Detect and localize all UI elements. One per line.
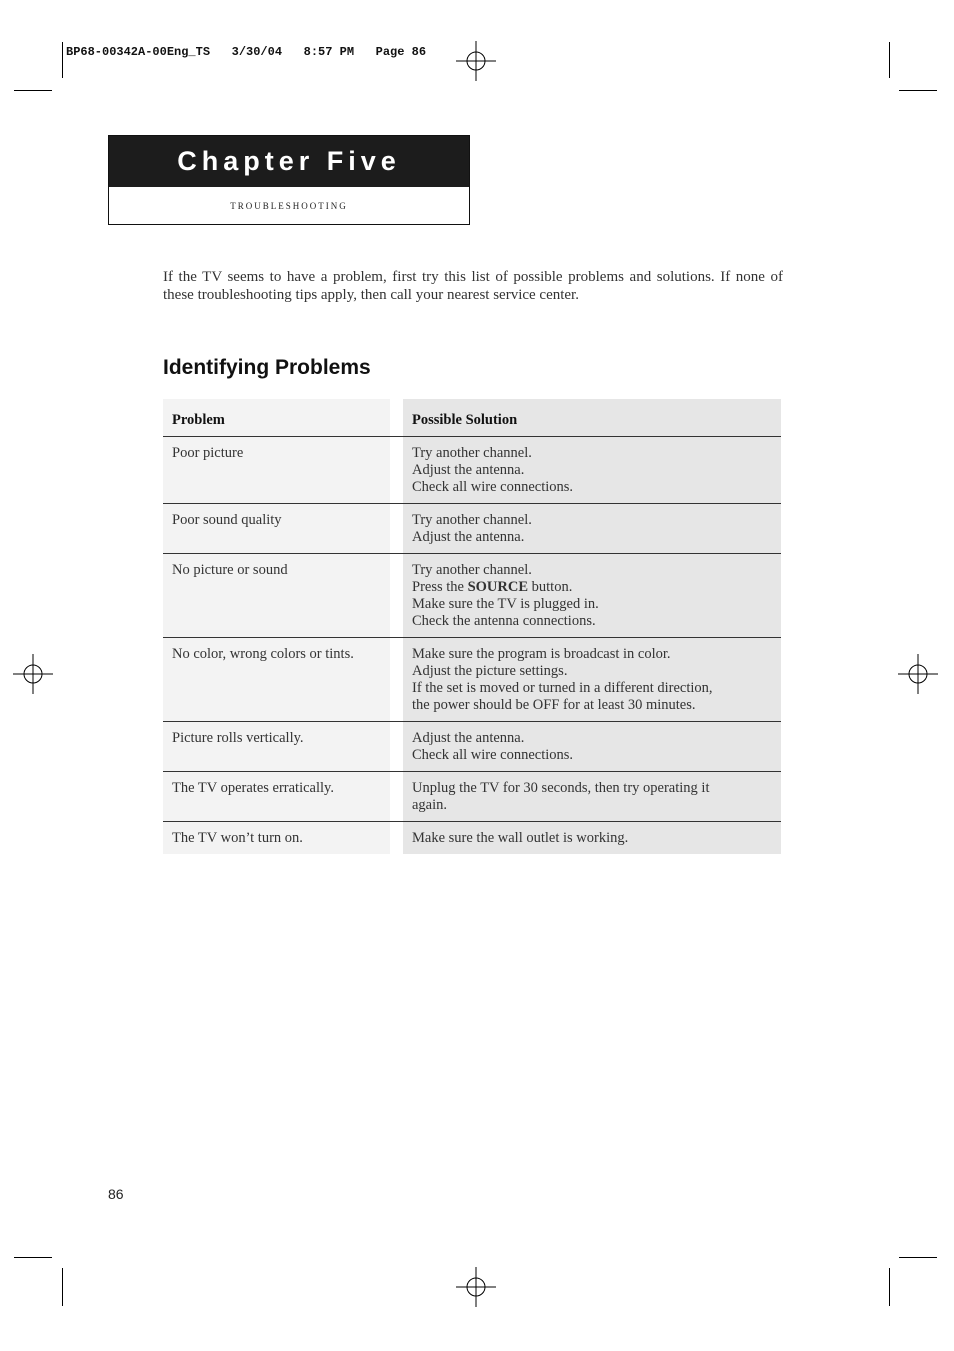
table-row [163, 554, 781, 638]
solution-cell [403, 437, 781, 503]
problem-cell: Picture rolls vertically. [163, 722, 390, 771]
table-row [163, 822, 781, 854]
chapter-subtitle-text: troubleshooting [230, 197, 348, 212]
source-button-label: SOURCE [467, 579, 529, 595]
solution-line: the power should be OFF for at least 30 minutes. [412, 697, 696, 713]
solution-cell [403, 504, 781, 553]
table-row [163, 638, 781, 722]
crop-mark [889, 42, 890, 78]
chapter-title: Chapter Five [109, 136, 469, 187]
printer-slug: BP68-00342A-00Eng_TS 3/30/04 8:57 PM Page 86 [66, 45, 427, 59]
problem-cell: No color, wrong colors or tints. [163, 638, 390, 721]
header-solution: Possible Solution [403, 399, 781, 436]
solution-line: Check all wire connections. [412, 479, 574, 495]
solution-cell [403, 722, 781, 771]
problem-cell: Poor sound quality [163, 504, 390, 553]
source-post: button. [528, 579, 573, 595]
solution-line: Try another channel. [412, 562, 532, 578]
registration-mark-icon [456, 41, 496, 81]
registration-mark-icon [13, 654, 53, 694]
intro-paragraph: If the TV seems to have a problem, first try this list of possible problems and solutions. If none of these troubleshooting tips apply, then call your nearest service center. [163, 269, 783, 303]
troubleshooting-table [163, 399, 781, 854]
solution-line: Adjust the antenna. [412, 730, 525, 746]
solution-line-source [412, 579, 772, 596]
solution-line: Try another channel. [412, 445, 532, 461]
solution-line: Adjust the antenna. [412, 529, 525, 545]
solution-line: If the set is moved or turned in a different direction, [412, 680, 713, 696]
chapter-subtitle [109, 187, 469, 223]
table-row [163, 772, 781, 822]
problem-cell: Poor picture [163, 437, 390, 503]
problem-cell: The TV operates erratically. [163, 772, 390, 821]
solution-line: Check the antenna connections. [412, 613, 596, 629]
solution-line: Try another channel. [412, 512, 532, 528]
crop-mark [899, 1257, 937, 1258]
solution-cell [403, 822, 781, 854]
table-row [163, 437, 781, 504]
section-title: Identifying Problems [163, 356, 371, 379]
solution-line: Check all wire connections. [412, 747, 574, 763]
solution-cell [403, 554, 781, 637]
problem-cell: The TV won’t turn on. [163, 822, 390, 854]
crop-mark [62, 42, 63, 78]
source-pre: Press the [412, 579, 468, 595]
solution-line: Adjust the picture settings. [412, 663, 568, 679]
solution-cell [403, 772, 781, 821]
solution-line: Unplug the TV for 30 seconds, then try operating it [412, 780, 710, 796]
header-problem: Problem [163, 399, 390, 436]
crop-mark [14, 90, 52, 91]
registration-mark-icon [456, 1267, 496, 1307]
solution-line: again. [412, 797, 448, 813]
registration-mark-icon [898, 654, 938, 694]
table-row [163, 722, 781, 772]
solution-cell [403, 638, 781, 721]
problem-cell: No picture or sound [163, 554, 390, 637]
solution-line: Make sure the wall outlet is working. [412, 830, 629, 846]
table-header-row [163, 399, 781, 437]
crop-mark [889, 1268, 890, 1306]
solution-line: Make sure the program is broadcast in color. [412, 646, 671, 662]
solution-line: Adjust the antenna. [412, 462, 525, 478]
crop-mark [899, 90, 937, 91]
crop-mark [14, 1257, 52, 1258]
crop-mark [62, 1268, 63, 1306]
table-row [163, 504, 781, 554]
chapter-header [108, 135, 470, 225]
solution-line: Make sure the TV is plugged in. [412, 596, 599, 612]
page-number: 86 [108, 1186, 124, 1202]
